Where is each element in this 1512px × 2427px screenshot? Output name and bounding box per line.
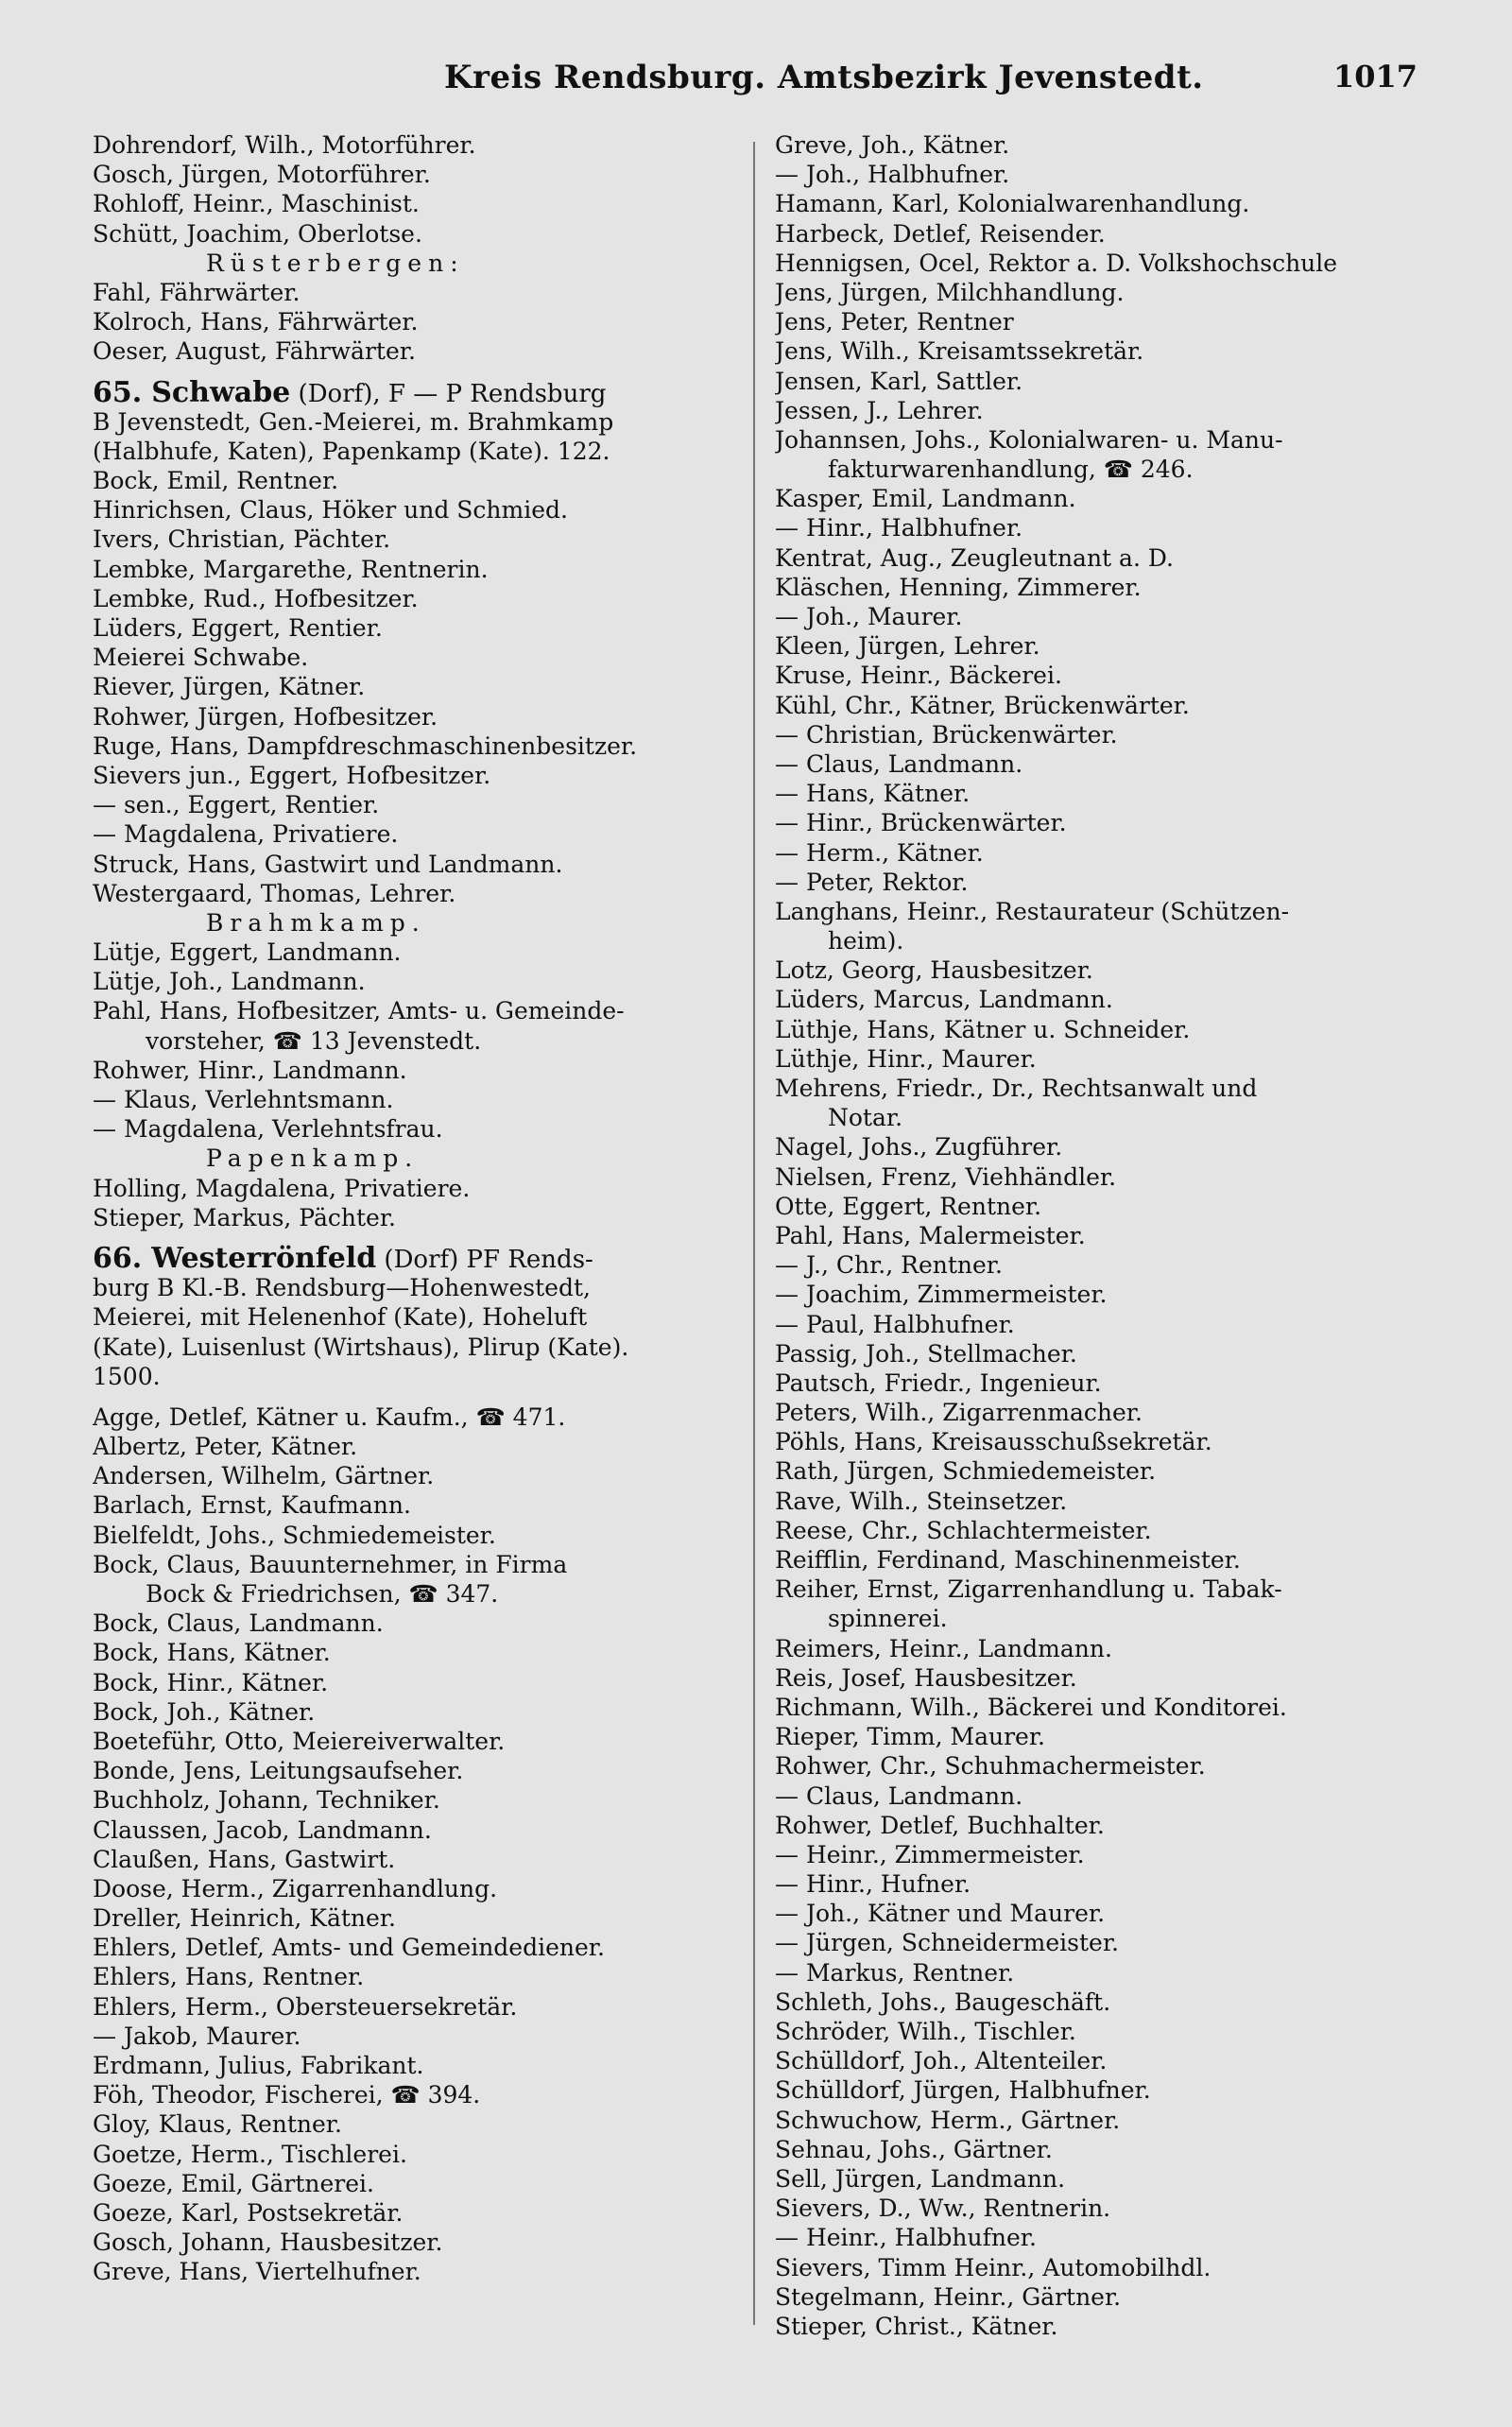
directory-entry: Reis, Josef, Hausbesitzer.: [775, 1663, 1077, 1692]
directory-entry: Lüthje, Hans, Kätner u. Schneider.: [775, 1015, 1191, 1043]
directory-entry: — Christian, Brückenwärter.: [775, 720, 1118, 749]
directory-entry: — Joachim, Zimmermeister.: [775, 1281, 1108, 1309]
running-title: Kreis Rendsburg. Amtsbezirk Jevenstedt.: [444, 59, 1204, 96]
directory-entry: Rieper, Timm, Maurer.: [775, 1723, 1045, 1751]
directory-entry: Doose, Herm., Zigarrenhandlung.: [93, 1874, 498, 1902]
directory-entry: Goeze, Karl, Postsekretär.: [93, 2198, 404, 2227]
directory-entry: Struck, Hans, Gastwirt und Landmann.: [93, 850, 563, 878]
directory-entry: Lütje, Joh., Landmann.: [93, 968, 366, 996]
directory-entry: Bock & Friedrichsen, ☎ 347.: [146, 1580, 499, 1608]
directory-entry: Schülldorf, Joh., Altenteiler.: [775, 2047, 1108, 2075]
directory-entry: Lüthje, Hinr., Maurer.: [775, 1044, 1037, 1073]
directory-entry: — Peter, Rektor.: [775, 868, 969, 896]
directory-entry: Dreller, Heinrich, Kätner.: [93, 1904, 396, 1933]
directory-entry: — Claus, Landmann.: [775, 1782, 1023, 1810]
directory-entry: 1500.: [93, 1362, 161, 1390]
directory-entry: Johannsen, Johs., Kolonialwaren- u. Manu-: [775, 425, 1283, 454]
directory-entry: Pahl, Hans, Malermeister.: [775, 1221, 1086, 1249]
directory-entry: (Kate), Luisenlust (Wirtshaus), Plirup (Kate).: [93, 1333, 629, 1361]
directory-entry: Lüders, Eggert, Rentier.: [93, 614, 383, 642]
place-heading: [93, 378, 745, 407]
directory-entry: Harbeck, Detlef, Reisender.: [775, 219, 1106, 248]
directory-entry: Sievers, D., Ww., Rentnerin.: [775, 2195, 1111, 2223]
directory-entry: Gloy, Klaus, Rentner.: [93, 2110, 342, 2139]
directory-entry: — Jürgen, Schneidermeister.: [775, 1929, 1120, 1957]
directory-entry: — Hans, Kätner.: [775, 780, 971, 808]
directory-entry: Rohwer, Jürgen, Hofbesitzer.: [93, 702, 438, 731]
directory-entry: Bock, Emil, Rentner.: [93, 467, 339, 495]
page-header: [85, 55, 1427, 112]
directory-entry: Buchholz, Johann, Techniker.: [93, 1786, 440, 1815]
directory-entry: Kasper, Emil, Landmann.: [775, 485, 1076, 513]
directory-entry: Bock, Joh., Kätner.: [93, 1697, 316, 1726]
directory-entry: Meierei Schwabe.: [93, 644, 309, 672]
directory-entry: — Klaus, Verlehntsmann.: [93, 1086, 394, 1113]
directory-entry: Ehlers, Hans, Rentner.: [93, 1963, 365, 1991]
directory-entry: — Joh., Kätner und Maurer.: [775, 1900, 1106, 1928]
subsection-heading: Brahmkamp.: [206, 908, 426, 937]
directory-entry: Hennigsen, Ocel, Rektor a. D. Volkshochschule: [775, 249, 1338, 277]
directory-entry: — Heinr., Zimmermeister.: [775, 1840, 1085, 1868]
directory-entry: B Jevenstedt, Gen.-Meierei, m. Brahmkamp: [93, 407, 614, 436]
directory-entry: fakturwarenhandlung, ☎ 246.: [828, 456, 1194, 484]
directory-entry: Fahl, Fährwärter.: [93, 278, 301, 306]
directory-entry: — Herm., Kätner.: [775, 838, 984, 867]
directory-entry: Reifflin, Ferdinand, Maschinenmeister.: [775, 1546, 1241, 1574]
subsection-heading: Papenkamp.: [206, 1145, 420, 1173]
directory-entry: — Magdalena, Privatiere.: [93, 820, 399, 849]
directory-entry: Sell, Jürgen, Landmann.: [775, 2164, 1066, 2193]
directory-entry: Kläschen, Henning, Zimmerer.: [775, 573, 1142, 601]
directory-entry: — Joh., Halbhufner.: [775, 161, 1010, 189]
directory-entry: Schleth, Johs., Baugeschäft.: [775, 1988, 1111, 2016]
directory-entry: Sievers, Timm Heinr., Automobilhdl.: [775, 2253, 1211, 2281]
directory-entry: Bock, Claus, Landmann.: [93, 1609, 384, 1638]
directory-entry: heim).: [828, 927, 904, 955]
directory-entry: Andersen, Wilhelm, Gärtner.: [93, 1462, 435, 1490]
directory-entry: Schütt, Joachim, Oberlotse.: [93, 219, 422, 248]
place-heading: [93, 1244, 745, 1273]
directory-entry: Goetze, Herm., Tischlerei.: [93, 2140, 407, 2168]
directory-entry: — Magdalena, Verlehntsfrau.: [93, 1115, 443, 1144]
directory-entry: Schülldorf, Jürgen, Halbhufner.: [775, 2076, 1151, 2105]
directory-entry: Nielsen, Frenz, Viehhändler.: [775, 1162, 1117, 1191]
directory-entry: Hamann, Karl, Kolonialwarenhandlung.: [775, 190, 1250, 218]
directory-entry: Agge, Detlef, Kätner u. Kaufm., ☎ 471.: [93, 1403, 566, 1431]
directory-entry: Meierei, mit Helenenhof (Kate), Hoheluft: [93, 1303, 588, 1332]
directory-entry: Pautsch, Friedr., Ingenieur.: [775, 1368, 1102, 1397]
directory-entry: Richmann, Wilh., Bäckerei und Konditorei.: [775, 1693, 1287, 1721]
directory-entry: Greve, Hans, Viertelhufner.: [93, 2258, 421, 2286]
directory-entry: Bock, Hans, Kätner.: [93, 1639, 331, 1667]
directory-entry: Otte, Eggert, Rentner.: [775, 1192, 1042, 1220]
directory-entry: Rohloff, Heinr., Maschinist.: [93, 190, 420, 218]
directory-entry: Rath, Jürgen, Schmiedemeister.: [775, 1457, 1157, 1486]
directory-entry: Mehrens, Friedr., Dr., Rechtsanwalt und: [775, 1075, 1258, 1102]
directory-entry: Reimers, Heinr., Landmann.: [775, 1634, 1112, 1662]
directory-entry: Langhans, Heinr., Restaurateur (Schützen-: [775, 897, 1290, 925]
directory-entry: — Paul, Halbhufner.: [775, 1310, 1015, 1338]
directory-entry: Ruge, Hans, Dampfdreschmaschinenbesitzer.: [93, 732, 638, 760]
directory-entry: Erdmann, Julius, Fabrikant.: [93, 2052, 424, 2079]
directory-entry: Bonde, Jens, Leitungsaufseher.: [93, 1757, 464, 1785]
directory-entry: Albertz, Peter, Kätner.: [93, 1433, 358, 1461]
directory-entry: Boeteführ, Otto, Meiereiverwalter.: [93, 1727, 506, 1755]
directory-entry: Claußen, Hans, Gastwirt.: [93, 1845, 396, 1873]
directory-entry: Notar.: [828, 1104, 903, 1132]
directory-entry: Jessen, J., Lehrer.: [775, 396, 984, 424]
directory-entry: Jens, Wilh., Kreisamtssekretär.: [775, 337, 1144, 366]
directory-entry: Oeser, August, Fährwärter.: [93, 337, 416, 366]
directory-entry: Lembke, Margarethe, Rentnerin.: [93, 555, 489, 583]
place-description: (Dorf) PF Rends-: [376, 1245, 593, 1274]
directory-entry: Schröder, Wilh., Tischler.: [775, 2018, 1076, 2045]
place-description: (Dorf), F — P Rendsburg: [290, 379, 607, 407]
directory-entry: Rave, Wilh., Steinsetzer.: [775, 1487, 1068, 1515]
directory-entry: — sen., Eggert, Rentier.: [93, 791, 380, 819]
directory-entry: Stieper, Christ., Kätner.: [775, 2312, 1058, 2340]
left-column: [93, 130, 745, 2287]
column-divider: [753, 142, 755, 2325]
place-name: Westerrönfeld: [151, 1243, 377, 1274]
page-number: 1017: [1332, 59, 1418, 95]
place-number: 66.: [93, 1243, 143, 1274]
directory-entry: Passig, Joh., Stellmacher.: [775, 1339, 1077, 1368]
directory-entry: Rohwer, Detlef, Buchhalter.: [775, 1811, 1105, 1839]
directory-entry: Gosch, Johann, Hausbesitzer.: [93, 2229, 443, 2257]
directory-entry: Reiher, Ernst, Zigarrenhandlung u. Tabak-: [775, 1575, 1282, 1604]
directory-entry: Sievers jun., Eggert, Hofbesitzer.: [93, 761, 491, 789]
directory-entry: — Hinr., Hufner.: [775, 1870, 971, 1899]
directory-entry: — Jakob, Maurer.: [93, 2022, 301, 2050]
directory-entry: Greve, Joh., Kätner.: [775, 131, 1010, 159]
directory-entry: — J., Chr., Rentner.: [775, 1251, 1003, 1280]
directory-entry: Kentrat, Aug., Zeugleutnant a. D.: [775, 543, 1174, 572]
directory-entry: Föh, Theodor, Fischerei, ☎ 394.: [93, 2081, 481, 2109]
directory-entry: Lütje, Eggert, Landmann.: [93, 938, 402, 967]
directory-entry: spinnerei.: [828, 1605, 948, 1633]
directory-entry: burg B Kl.-B. Rendsburg—Hohenwestedt,: [93, 1274, 591, 1302]
directory-entry: Lüders, Marcus, Landmann.: [775, 986, 1113, 1014]
directory-entry: — Hinr., Brückenwärter.: [775, 809, 1067, 837]
directory-entry: Rohwer, Hinr., Landmann.: [93, 1056, 407, 1084]
directory-entry: Peters, Wilh., Zigarrenmacher.: [775, 1399, 1143, 1427]
directory-entry: Jens, Jürgen, Milchhandlung.: [775, 278, 1125, 306]
directory-entry: Hinrichsen, Claus, Höker und Schmied.: [93, 496, 568, 525]
directory-entry: Reese, Chr., Schlachtermeister.: [775, 1516, 1152, 1544]
directory-entry: Kleen, Jürgen, Lehrer.: [775, 632, 1040, 661]
directory-entry: Bock, Hinr., Kätner.: [93, 1668, 329, 1696]
directory-entry: Pöhls, Hans, Kreisausschußsekretär.: [775, 1428, 1212, 1456]
directory-entry: vorsteher, ☎ 13 Jevenstedt.: [146, 1026, 482, 1055]
directory-entry: Kruse, Heinr., Bäckerei.: [775, 662, 1062, 690]
directory-entry: — Heinr., Halbhufner.: [775, 2224, 1037, 2252]
directory-entry: Stieper, Markus, Pächter.: [93, 1203, 396, 1231]
directory-entry: Jensen, Karl, Sattler.: [775, 367, 1023, 395]
subsection-heading: Rüsterbergen:: [206, 249, 465, 277]
right-column: [775, 130, 1427, 2341]
directory-entry: Bock, Claus, Bauunternehmer, in Firma: [93, 1550, 568, 1578]
directory-entry: Ehlers, Detlef, Amts- und Gemeindediener.: [93, 1934, 605, 1962]
directory-entry: (Halbhufe, Katen), Papenkamp (Kate). 122.: [93, 437, 610, 465]
directory-entry: Pahl, Hans, Hofbesitzer, Amts- u. Gemeinde-: [93, 997, 625, 1025]
place-number: 65.: [93, 377, 143, 407]
directory-entry: Nagel, Johs., Zugführer.: [775, 1133, 1063, 1162]
directory-entry: Ehlers, Herm., Obersteuersekretär.: [93, 1992, 518, 2021]
directory-entry: Riever, Jürgen, Kätner.: [93, 673, 366, 701]
directory-entry: Claussen, Jacob, Landmann.: [93, 1816, 432, 1844]
directory-entry: Lembke, Rud., Hofbesitzer.: [93, 584, 419, 612]
directory-entry: Ivers, Christian, Pächter.: [93, 525, 391, 554]
directory-entry: Lotz, Georg, Hausbesitzer.: [775, 956, 1093, 985]
directory-entry: Kühl, Chr., Kätner, Brückenwärter.: [775, 691, 1190, 719]
directory-entry: Holling, Magdalena, Privatiere.: [93, 1174, 471, 1202]
directory-entry: — Markus, Rentner.: [775, 1958, 1015, 1987]
directory-entry: Kolroch, Hans, Fährwärter.: [93, 308, 419, 336]
directory-entry: Bielfeldt, Johs., Schmiedemeister.: [93, 1521, 496, 1549]
directory-entry: Gosch, Jürgen, Motorführer.: [93, 161, 431, 189]
directory-entry: Stegelmann, Heinr., Gärtner.: [775, 2282, 1122, 2311]
directory-entry: — Joh., Maurer.: [775, 603, 963, 630]
directory-entry: Barlach, Ernst, Kaufmann.: [93, 1491, 411, 1520]
directory-entry: Westergaard, Thomas, Lehrer.: [93, 879, 456, 907]
directory-entry: Jens, Peter, Rentner: [775, 308, 1014, 336]
directory-entry: Dohrendorf, Wilh., Motorführer.: [93, 131, 476, 159]
place-name: Schwabe: [151, 377, 291, 407]
directory-entry: Rohwer, Chr., Schuhmachermeister.: [775, 1752, 1206, 1781]
directory-entry: Goeze, Emil, Gärtnerei.: [93, 2169, 374, 2197]
directory-entry: — Hinr., Halbhufner.: [775, 514, 1023, 542]
directory-entry: — Claus, Landmann.: [775, 749, 1023, 778]
directory-entry: Schwuchow, Herm., Gärtner.: [775, 2106, 1121, 2134]
directory-entry: Sehnau, Johs., Gärtner.: [775, 2135, 1053, 2163]
